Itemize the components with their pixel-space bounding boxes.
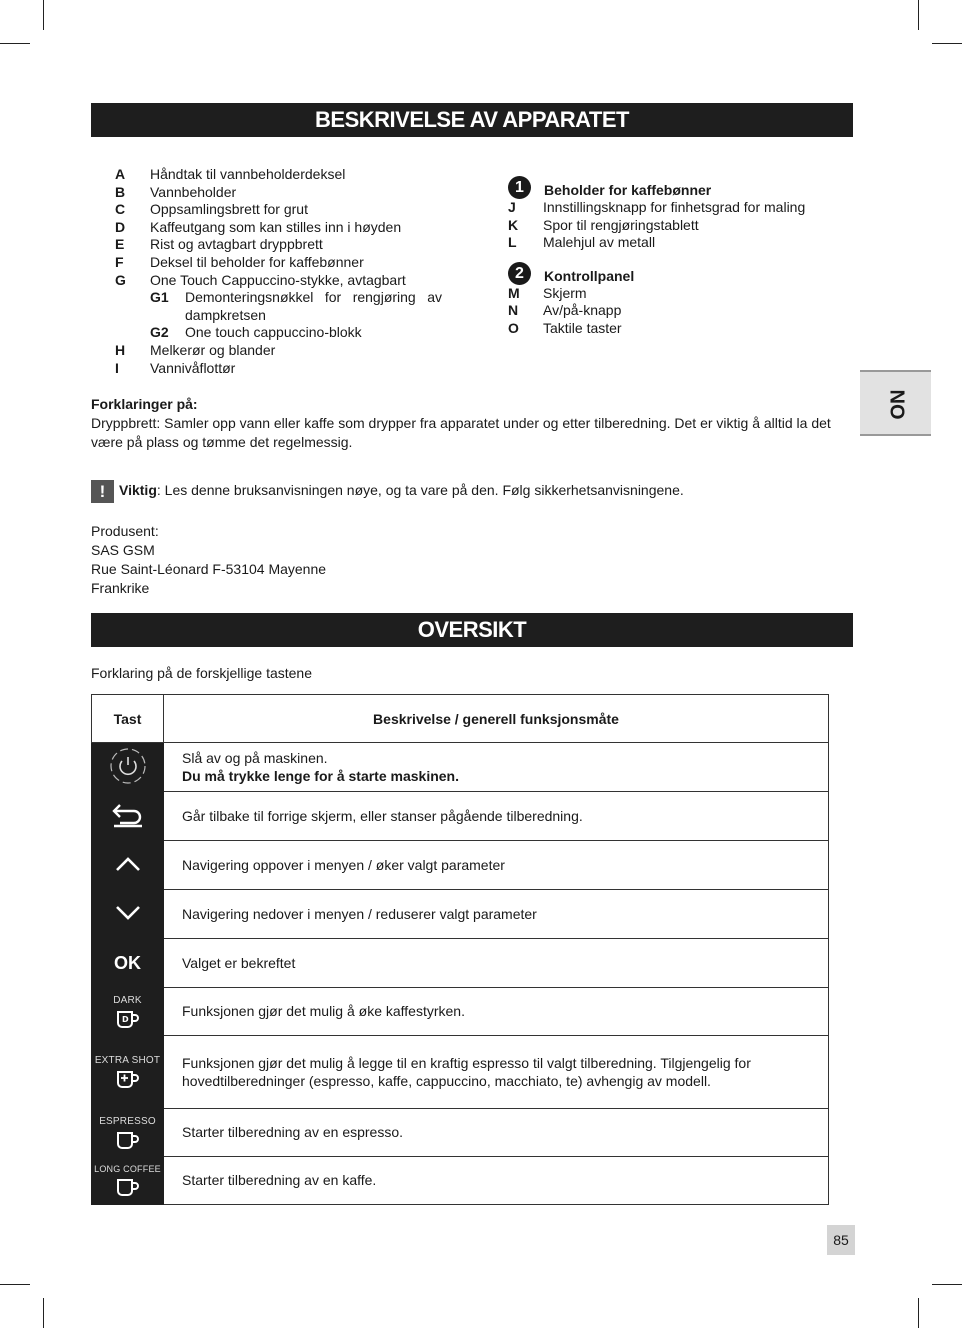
page-number: 85 [827, 1225, 855, 1255]
crop-mark [932, 43, 962, 44]
crop-mark [932, 1284, 962, 1285]
overview-intro: Forklaring på de forskjellige tastene [91, 665, 313, 681]
extra-shot-icon [115, 1069, 141, 1089]
group-heading: 2 Kontrollpanel [508, 262, 853, 285]
list-subitem: G1 Demonteringsnøkkel for rengjøring av dampkretsen [150, 289, 442, 323]
parts-list-left [115, 166, 455, 377]
table-row: Slå av og på maskinen. Du må trykke lenge for å starte maskinen. [92, 743, 829, 792]
list-item: J Innstillingsknapp for finhetsgrad for maling [508, 199, 806, 215]
exclamation-icon: ! [91, 480, 114, 503]
back-icon [110, 801, 146, 829]
table-row: Går tilbake til forrige skjerm, eller stanser pågående tilberedning. [92, 792, 829, 841]
crop-mark [918, 1298, 919, 1328]
list-subitem: G2 One touch cappuccino-blokk [150, 324, 362, 341]
manufacturer-label: Produsent: [91, 523, 159, 539]
down-icon [113, 903, 143, 923]
crop-mark [918, 0, 919, 30]
keys-table [91, 694, 829, 1205]
warning-note [91, 480, 855, 503]
section-title-overview: OVERSIKT [91, 613, 853, 647]
crop-mark [43, 0, 44, 30]
table-row: OK Valget er bekreftet [92, 939, 829, 988]
manufacturer-country: Frankrike [91, 580, 150, 596]
list-item: A Håndtak til vannbeholderdeksel [115, 166, 346, 182]
manufacturer-address: Rue Saint-Léonard F-53104 Mayenne [91, 561, 327, 577]
list-item: B Vannbeholder [115, 183, 237, 200]
list-item: K Spor til rengjøringstablett [508, 216, 699, 233]
manufacturer-block [91, 522, 855, 598]
list-item: G One Touch Cappuccino-stykke, avtagbart [115, 271, 406, 288]
warning-label: Viktig [119, 482, 157, 499]
table-row: Navigering nedover i menyen / reduserer valgt parameter [92, 890, 829, 939]
long-coffee-icon [115, 1177, 141, 1197]
table-row: DARK D Funksjonen gjør det mulig å øke kaffestyrken. [92, 988, 829, 1036]
explanations [91, 395, 855, 452]
list-item: L Malehjul av metall [508, 234, 656, 251]
list-item: H Melkerør og blander [115, 341, 276, 358]
list-item: F Deksel til beholder for kaffebønner [115, 253, 364, 270]
svg-text:D: D [121, 1014, 129, 1024]
group-heading: 1 Beholder for kaffebønner [508, 176, 853, 199]
list-item: C Oppsamlingsbrett for grut [115, 201, 308, 218]
list-item: N Av/på-knapp [508, 302, 622, 319]
language-tab: NO [860, 370, 931, 436]
manufacturer-name: SAS GSM [91, 542, 155, 558]
crop-mark [0, 43, 30, 44]
crop-mark [0, 1284, 30, 1285]
explanations-heading: Forklaringer på: [91, 396, 198, 412]
list-item: D Kaffeutgang som kan stilles inn i høyden [115, 218, 402, 235]
table-header-row [92, 695, 829, 743]
table-row: Navigering oppover i menyen / øker valgt parameter [92, 841, 829, 890]
number-badge: 2 [508, 262, 531, 285]
list-item: O Taktile taster [508, 319, 622, 336]
header-key: Tast [92, 695, 164, 743]
power-icon [108, 746, 148, 786]
up-icon [113, 854, 143, 874]
section-title-description: BESKRIVELSE AV APPARATET [91, 103, 853, 137]
number-badge: 1 [508, 176, 531, 199]
crop-mark [43, 1298, 44, 1328]
espresso-icon [115, 1130, 141, 1150]
dark-icon [115, 1009, 141, 1029]
list-item: M Skjerm [508, 284, 587, 301]
explanations-text: Dryppbrett: Samler opp vann eller kaffe som drypper fra apparatet under og etter tilberedning. Det er viktig å alltid la det være på plass og tømme det regelmessig. [91, 415, 831, 450]
table-row: LONG COFFEE Starter tilberedning av en kaffe. [92, 1157, 829, 1205]
table-row: EXTRA SHOT Funksjonen gjør det mulig å legge til en kraftig espresso til valgt tilberedning. Tilgjengelig for hovedtilberedninger (espresso, kaffe, cappuccino, macchiato, te) avhengig av modell. [92, 1036, 829, 1109]
ok-icon: OK [114, 952, 141, 973]
list-item: I Vannivåflottør [115, 359, 236, 376]
warning-text: : Les denne bruksanvisningen nøye, og ta vare på den. Følg sikkerhetsanvisningene. [156, 482, 684, 499]
list-item: E Rist og avtagbart dryppbrett [115, 236, 323, 253]
header-description: Beskrivelse / generell funksjonsmåte [164, 695, 829, 743]
table-row: ESPRESSO Starter tilberedning av en espresso. [92, 1109, 829, 1157]
parts-list-right [508, 174, 853, 338]
